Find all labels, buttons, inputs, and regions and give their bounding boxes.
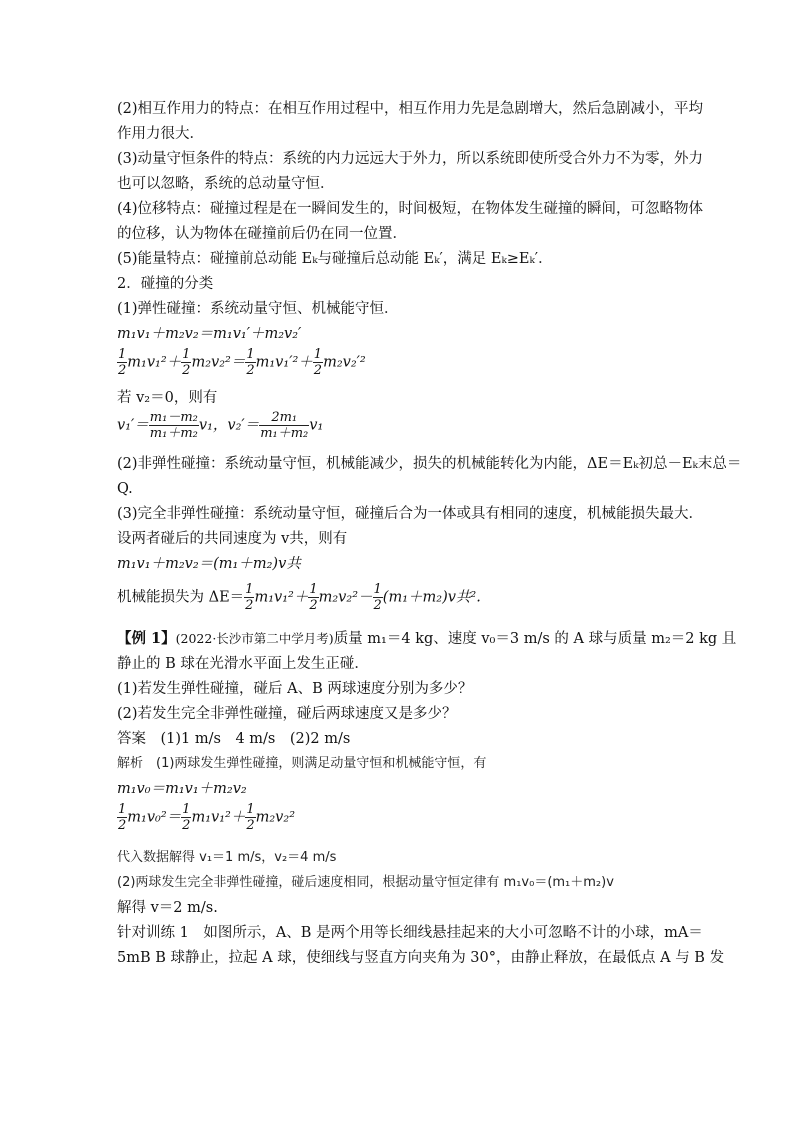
example-heading: 【例 1】(2022·长沙市第二中学月考)质量 m₁＝4 kg、速度 v₀＝3 m/s 的 A 球与质量 m₂＝2 kg 且: [117, 630, 737, 647]
training-heading: 针对训练 1 如图所示，A、B 是两个用等长细线悬挂起来的大小可忽略不计的小球，mA＝: [117, 925, 703, 941]
question-1: (1)若发生弹性碰撞，碰后 A、B 两球速度分别为多少？: [117, 681, 473, 697]
example-tag: 【例 1】: [117, 630, 176, 647]
fraction: $\frac{1}{2}$: [182, 802, 191, 833]
fraction: $\frac{1}{2}$: [246, 802, 255, 833]
explanation-line: 代入数据解得 v₁＝1 m/s，v₂＝4 m/s: [117, 850, 337, 865]
equation-common-velocity: m₁v₁＋m₂v₂＝(m₁＋m₂)v共: [117, 556, 301, 572]
example-source: (2022·长沙市第二中学月考): [175, 631, 334, 646]
fraction: $\frac{1}{2}$: [182, 347, 191, 378]
answer-line: 答案 (1)1 m/s 4 m/s (2)2 m/s: [117, 731, 351, 747]
text-line: (2)相互作用力的特点：在相互作用过程中，相互作用力先是急剧增大，然后急剧减小，平均: [117, 101, 704, 117]
text-line: Q.: [117, 481, 133, 497]
fraction: $\frac{\text{2m₁}}{\text{m₁＋m₂}}$: [260, 410, 309, 441]
equation-energy: $\frac{1}{2}$ m₁v₁²＋ $\frac{1}{2}$ m₂v₂²＝ $\frac{1}{2}$ m₁v₁′²＋ $\frac{1}{2}$ m₂v₂′²: [118, 347, 366, 378]
text-line: (3)动量守恒条件的特点：系统的内力远远大于外力，所以系统即使所受合外力不为零，外力: [117, 151, 704, 167]
explanation-line: (2)两球发生完全非弹性碰撞，碰后速度相同，根据动量守恒定律有 m₁v₀＝(m₁＋m₂)v: [117, 875, 614, 890]
text-line: (4)位移特点：碰撞过程是在一瞬间发生的，时间极短，在物体发生碰撞的瞬间，可忽略物体: [117, 201, 704, 217]
question-2: (2)若发生完全非弹性碰撞，碰后两球速度又是多少？: [117, 706, 457, 722]
text-line: 作用力很大．: [117, 126, 204, 142]
fraction: $\frac{\text{m₁－m₂}}{\text{m₁＋m₂}}$: [149, 410, 198, 441]
text-line: 的位移，认为物体在碰撞前后仍在同一位置．: [117, 226, 407, 242]
fraction: $\frac{1}{2}$: [118, 347, 127, 378]
fraction: $\frac{1}{2}$: [118, 802, 127, 833]
fraction: $\frac{1}{2}$: [373, 582, 382, 613]
explanation-line: 解析 (1)两球发生弹性碰撞，则满足动量守恒和机械能守恒，有: [117, 756, 487, 771]
equation-velocity-results: v₁′＝ $\frac{\text{m₁－m₂}}{\text{m₁＋m₂}}$ v₁，v₂′＝ $\frac{\text{2m₁}}{\text{m₁＋m₂}}$ v₁: [117, 410, 324, 441]
section-heading: 2．碰撞的分类: [117, 276, 214, 292]
text-line: 5mB B 球静止，拉起 A 球，使细线与竖直方向夹角为 30°，由静止释放，在最低点 A 与 B 发: [117, 950, 725, 966]
text-line: (3)完全非弹性碰撞：系统动量守恒，碰撞后合为一体或具有相同的速度，机械能损失最大．: [117, 506, 704, 522]
text-line: 设两者碰后的共同速度为 v共，则有: [117, 531, 348, 547]
fraction: $\frac{1}{2}$: [313, 347, 323, 378]
fraction: $\frac{1}{2}$: [246, 347, 255, 378]
equation-momentum: m₁v₁＋m₂v₂＝m₁v₁′＋m₂v₂′: [117, 326, 302, 342]
equation-energy-example: $\frac{1}{2}$ m₁v₀²＝ $\frac{1}{2}$ m₁v₁²＋ $\frac{1}{2}$ m₂v₂²: [118, 802, 296, 833]
text-line: (5)能量特点：碰撞前总动能 Eₖ与碰撞后总动能 Eₖ′，满足 Eₖ≥Eₖ′．: [117, 251, 553, 267]
text-line: 解得 v＝2 m/s.: [117, 900, 218, 916]
text-line: 也可以忽略，系统的总动量守恒．: [117, 176, 335, 192]
equation-energy-loss: 机械能损失为 ΔE＝ $\frac{1}{2}$ m₁v₁²＋ $\frac{1}{2}$ m₂v₂²－ $\frac{1}{2}$ (m₁＋m₂)v共².: [117, 582, 481, 613]
fraction: $\frac{1}{2}$: [245, 582, 254, 613]
text-line: (2)非弹性碰撞：系统动量守恒，机械能减少，损失的机械能转化为内能，ΔE＝Eₖ初总－Eₖ末总＝: [117, 456, 742, 472]
text-line: (1)弹性碰撞：系统动量守恒、机械能守恒．: [117, 301, 399, 317]
text-line: 静止的 B 球在光滑水平面上发生正碰．: [117, 656, 369, 672]
equation-momentum-example: m₁v₀＝m₁v₁＋m₂v₂: [117, 781, 247, 797]
fraction: $\frac{1}{2}$: [309, 582, 318, 613]
text-line: 若 v₂＝0，则有: [117, 390, 218, 406]
